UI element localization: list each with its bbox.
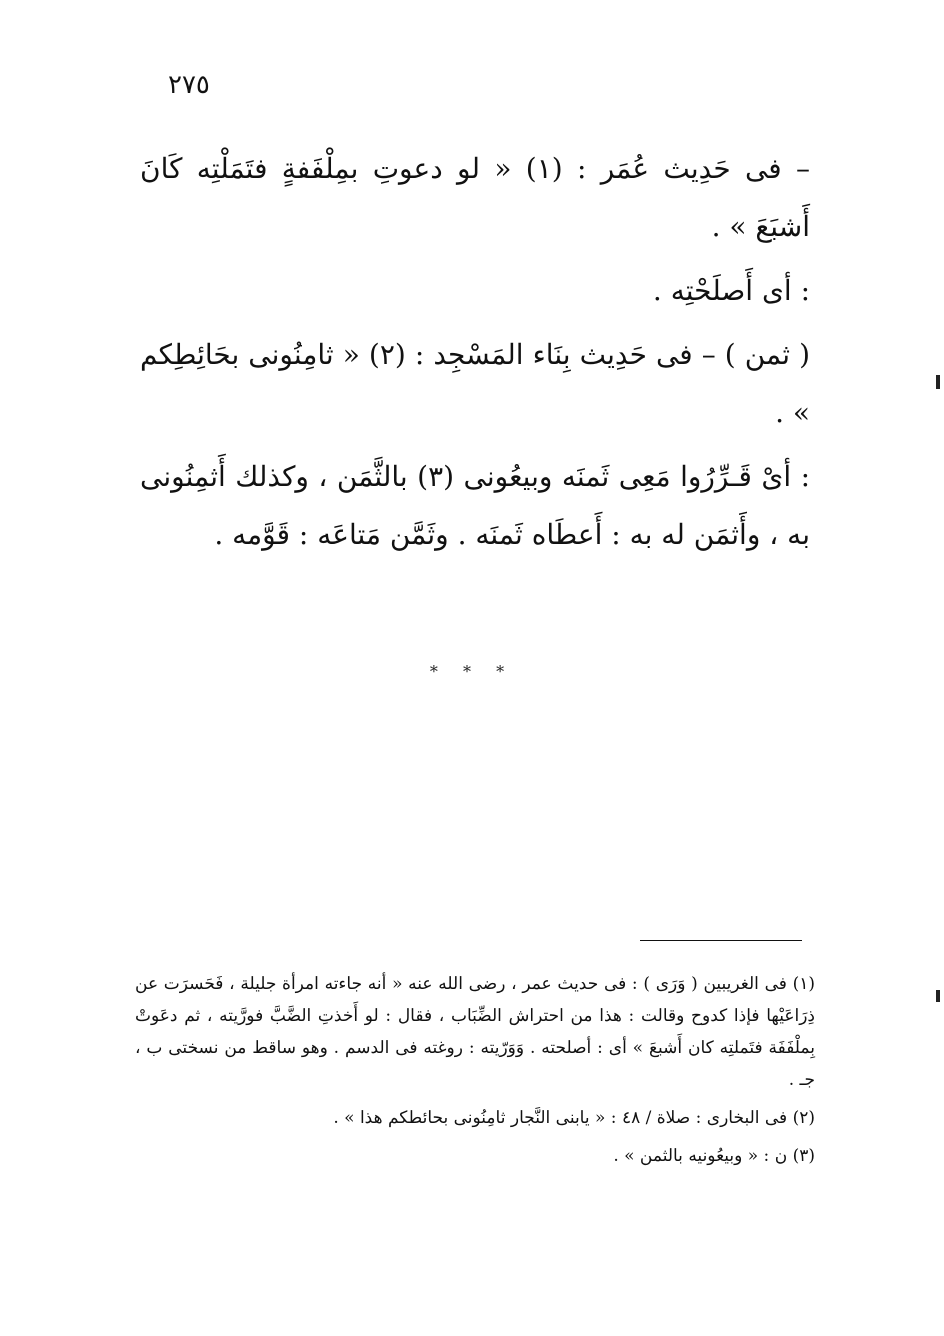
- paragraph-entry-thaman: ( ثمن ) – فى حَدِيث بِنَاء المَسْجِد : (٢) « ثامِنُونى بحَائِطِكم » .: [140, 338, 810, 429]
- paragraph-hadith-umar: – فى حَدِيث عُمَر : (١) « لو دعوتِ بمِلْفَفةٍ فتَمَلْتِه كَانَ أَشبَعَ » .: [140, 152, 811, 243]
- section-divider: * * *: [429, 662, 515, 681]
- paragraph-explanation-1: : أى أَصلَحْتِه .: [652, 274, 810, 307]
- footnotes: [135, 968, 815, 1178]
- footnote-1: (١) فى الغريبين ( وَرَى ) : فى حديث عمر ، رضى الله عنه « أنه جاءته امرأة جليلة ، فَحَسرَت عن ذِرَاعَيْها فإذا كدوح وقالت : هذا من احتراش الضِّبَاب ، فقال : لو أَخذتِ الضَّبَّ فورَّيته ، ثم دعَوتْ بِملْفَفَة فتَملتِه كان أَشبعَ » أى : أصلحته . وَوَرّيته : روغته فى الدسم . وهو ساقط من نسختى ب ، جـ .: [135, 974, 815, 1090]
- scan-edge-mark: [936, 375, 940, 389]
- paragraph-explanation-2: : أىْ قَـرِّرُوا مَعِى ثَمنَه وبيعُونى (٣) بالثَّمَن ، وكذلك أَثمِنُونى به ، وأَثمَن له به : أَعطَاه ثَمنَه . وثَمَّن مَتاعَه : قَوَّمه .: [140, 460, 810, 551]
- footnote-3: (٣) ن : « وبيعُونيه بالثمن » .: [613, 1146, 815, 1166]
- footnote-separator: [640, 940, 802, 941]
- main-text: [140, 140, 810, 570]
- footnote-2: (٢) فى البخارى : صلاة / ٤٨ : « يابنى النَّجار ثامِنُونى بحائطكم هذا » .: [333, 1108, 815, 1128]
- page-number: ٢٧٥: [168, 70, 210, 100]
- scan-edge-mark: [936, 990, 940, 1002]
